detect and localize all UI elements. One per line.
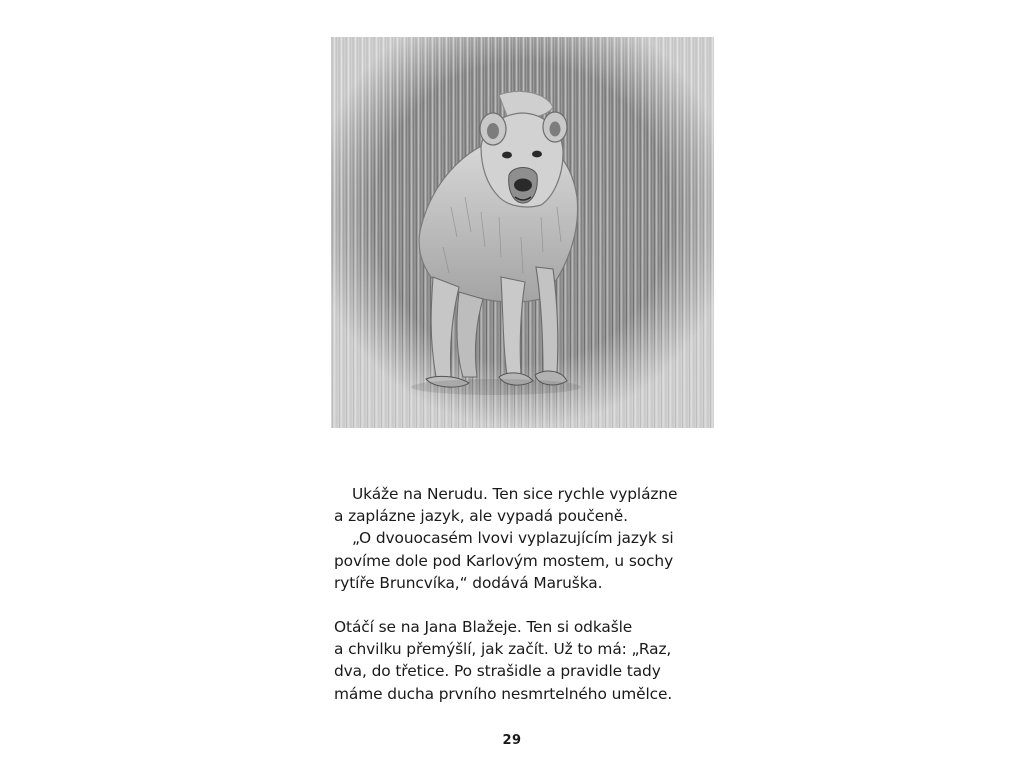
paragraph-gap bbox=[334, 594, 724, 616]
page-number: 29 bbox=[502, 733, 522, 748]
paragraph-line: dva, do třetice. Po strašidle a pravidle tady bbox=[334, 662, 661, 681]
paragraph-line: Ukáže na Nerudu. Ten sice rychle vyplázne bbox=[352, 485, 678, 503]
paragraph-line: rytíře Bruncvíka,“ dodává Maruška. bbox=[334, 573, 603, 592]
paragraph-line: a chvilku přemýšlí, jak začít. Už to má: „Raz, bbox=[334, 640, 672, 659]
paragraph-line: máme ducha prvního nesmrtelného umělce. bbox=[334, 684, 673, 703]
paragraph-line: a zaplázne jazyk, ale vypadá poučeně. bbox=[334, 507, 628, 526]
paragraph-line: Otáčí se na Jana Blažeje. Ten si odkašle bbox=[334, 618, 633, 637]
body-text bbox=[334, 483, 724, 705]
paragraph-line: „O dvouocasém lvovi vyplazujícím jazyk si bbox=[352, 529, 674, 548]
paragraph-line: povíme dole pod Karlovým mostem, u sochy bbox=[334, 551, 674, 570]
hyena-illustration bbox=[331, 37, 714, 428]
